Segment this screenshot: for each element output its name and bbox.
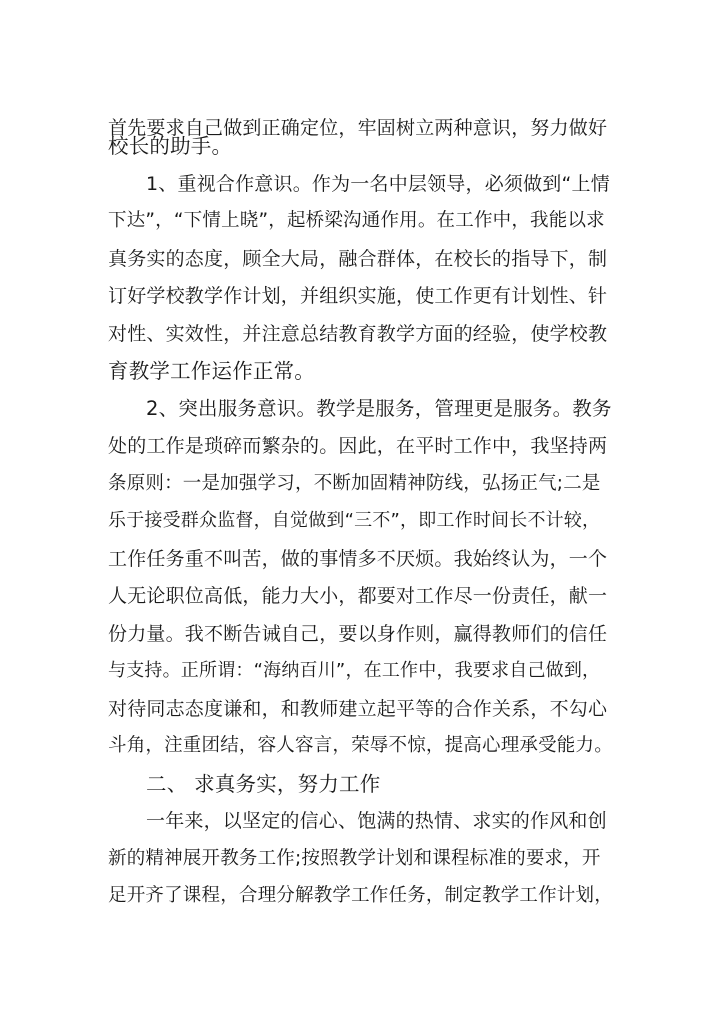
text-line: 乐于接受群众监督，自觉做到“三不”，即工作时间长不计较， — [108, 510, 601, 531]
text-line: 1、重视合作意识。作为一名中层领导，必须做到“上情 — [146, 173, 610, 195]
text-line: 育教学工作运作正常。 — [108, 359, 315, 383]
section-heading: 二、 求真务实，努力工作 — [146, 772, 381, 796]
text-line: 新的精神展开教务工作;按照教学计划和课程标准的要求，开 — [108, 848, 601, 869]
text-line: 首先要求自己做到正确定位，牢固树立两种意识，努力做好 — [108, 117, 608, 139]
text-line: 足开齐了课程，合理分解教学工作任务，制定教学工作计划， — [108, 885, 613, 906]
text-line: 份力量。我不断告诫自己，要以身作则，赢得教师们的信任 — [108, 623, 608, 645]
text-line: 斗角，注重团结，容人容言，荣辱不惊，提高心理承受能力。 — [108, 735, 613, 756]
text-line: 处的工作是琐碎而繁杂的。因此，在平时工作中，我坚持两 — [108, 435, 608, 457]
text-line: 2、突出服务意识。教学是服务，管理更是服务。教务 — [146, 397, 612, 420]
text-line: 订好学校教学作计划，并组织实施，使工作更有计划性、针 — [108, 285, 608, 307]
text-line: 对待同志态度谦和，和教师建立起平等的合作关系，不勾心 — [108, 698, 608, 720]
text-line: 人无论职位高低，能力大小，都要对工作尽一份责任，献一 — [108, 585, 608, 607]
text-line: 下达”，“下情上晓”，起桥梁沟通作用。在工作中，我能以求 — [108, 210, 605, 231]
text-line: 对性、实效性，并注意总结教育教学方面的经验，使学校教 — [108, 323, 608, 345]
text-line: 真务实的态度，顾全大局，融合群体，在校长的指导下，制 — [108, 248, 608, 270]
text-line: 校长的助手。 — [108, 134, 233, 158]
text-line: 与支持。正所谓：“海纳百川”，在工作中，我要求自己做到， — [108, 660, 601, 681]
text-line: 工作任务重不叫苦，做的事情多不厌烦。我始终认为，一个 — [108, 548, 608, 570]
text-line: 条原则：一是加强学习，不断加固精神防线，弘扬正气;二是 — [108, 473, 601, 494]
text-line: 一年来，以坚定的信心、饱满的热情、求实的作风和创 — [146, 810, 607, 832]
